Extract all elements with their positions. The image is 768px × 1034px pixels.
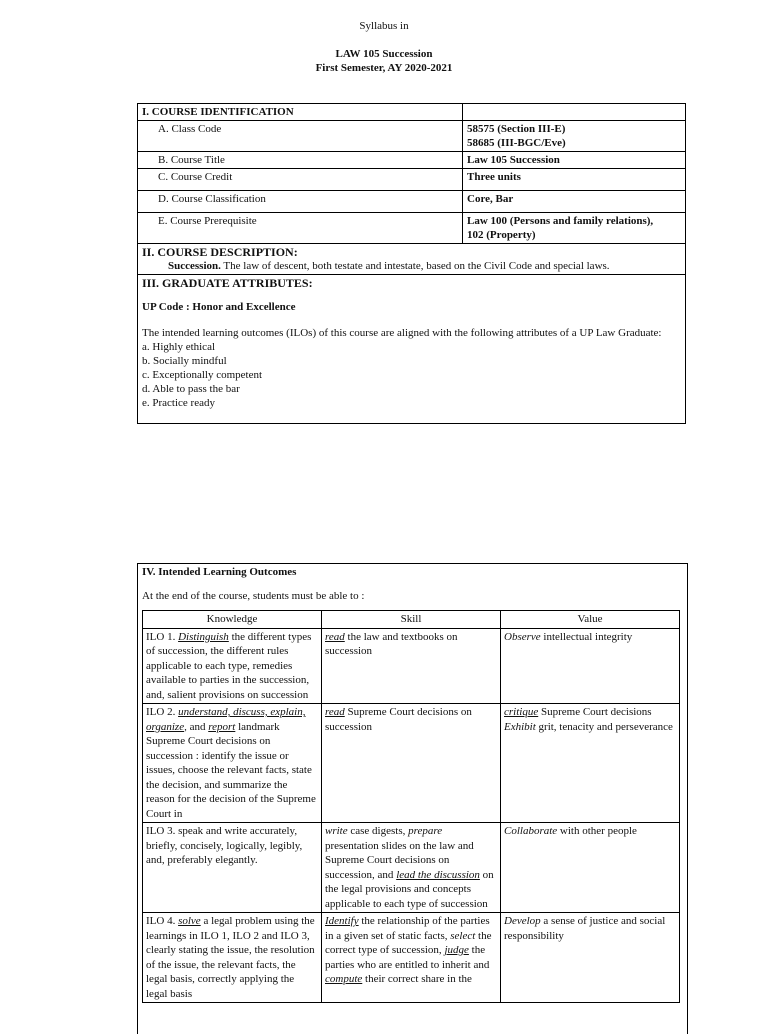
col-knowledge: Knowledge bbox=[143, 611, 322, 629]
ilo1-knowledge: ILO 1. Distinguish the different types of succession, the different rules applicable to each type, remedies available to parties in the succession, and, salient provisions on succession bbox=[143, 628, 322, 704]
attributes-intro: The intended learning outcomes (ILOs) of this course are aligned with the following attributes of a UP Law Graduate: bbox=[142, 327, 662, 339]
course-info-table bbox=[137, 103, 686, 424]
ilo2-skill: read Supreme Court decisions on succession bbox=[322, 704, 501, 823]
row-label: E. Course Prerequisite bbox=[138, 213, 463, 244]
row-label: D. Course Classification bbox=[138, 191, 463, 213]
ilo3-value: Collaborate with other people bbox=[501, 823, 680, 913]
syllabus-label: Syllabus in bbox=[359, 20, 409, 32]
table-row bbox=[143, 704, 680, 823]
ilo4-value: Develop a sense of justice and social responsibility bbox=[501, 913, 680, 1003]
row-value: 58575 (Section III-E) bbox=[467, 123, 566, 135]
section-title-description: II. COURSE DESCRIPTION: bbox=[142, 245, 298, 259]
row-value: Three units bbox=[463, 169, 686, 191]
graduate-attributes bbox=[138, 275, 686, 424]
ilo3-knowledge: ILO 3. speak and write accurately, briefly, concisely, logically, legibly, and, preferably elegantly. bbox=[143, 823, 322, 913]
table-row bbox=[138, 213, 686, 244]
ilo2-value: critique Supreme Court decisions Exhibit grit, tenacity and perseverance bbox=[501, 704, 680, 823]
list-item: a. Highly ethical bbox=[142, 341, 216, 353]
list-item: b. Socially mindful bbox=[142, 355, 227, 367]
ilo-section bbox=[137, 563, 688, 1034]
ilo-intro: At the end of the course, students must be able to : bbox=[142, 590, 365, 602]
row-value: Law 105 Succession bbox=[463, 152, 686, 169]
ilo-table bbox=[142, 610, 680, 1003]
row-label: C. Course Credit bbox=[138, 169, 463, 191]
row-label: B. Course Title bbox=[138, 152, 463, 169]
course-description bbox=[138, 244, 686, 275]
description-term: Succession. bbox=[168, 260, 221, 272]
col-skill: Skill bbox=[322, 611, 501, 629]
table-row bbox=[138, 121, 686, 152]
up-code: UP Code : Honor and Excellence bbox=[142, 301, 296, 313]
list-item: d. Able to pass the bar bbox=[142, 383, 240, 395]
col-value: Value bbox=[501, 611, 680, 629]
list-item: e. Practice ready bbox=[142, 397, 215, 409]
table-row bbox=[138, 191, 686, 213]
course-header bbox=[0, 47, 768, 75]
table-row bbox=[138, 169, 686, 191]
ilo2-knowledge: ILO 2. understand, discuss, explain, organize, and report landmark Supreme Court decisions on succession : identify the issue or issues, choose the relevant facts, state the decision, and summarize the reason for the decision of the Supreme Court in bbox=[143, 704, 322, 823]
ilo4-skill: Identify the relationship of the parties in a given set of static facts, select the correct type of succession, judge the parties who are entitled to inherit and compute their correct share in the bbox=[322, 913, 501, 1003]
section-title-ilo: IV. Intended Learning Outcomes bbox=[142, 566, 297, 578]
course-name: LAW 105 Succession bbox=[335, 48, 433, 60]
ilo4-knowledge: ILO 4. solve a legal problem using the learnings in ILO 1, ILO 2 and ILO 3, clearly stating the issue, the resolution of the issue, the relevant facts, the legal basis, correctly applying the legal basis bbox=[143, 913, 322, 1003]
attributes-list bbox=[142, 340, 681, 410]
list-item: c. Exceptionally competent bbox=[142, 369, 263, 381]
section-title-identification: I. COURSE IDENTIFICATION bbox=[138, 104, 463, 121]
description-text: The law of descent, both testate and intestate, based on the Civil Code and special laws. bbox=[220, 260, 610, 272]
table-row bbox=[143, 913, 680, 1003]
table-row bbox=[138, 152, 686, 169]
semester: First Semester, AY 2020-2021 bbox=[315, 62, 453, 74]
ilo3-skill: write case digests, prepare presentation slides on the law and Supreme Court decisions on succession, and lead the discussion on the legal provisions and concepts applicable to each type of succession bbox=[322, 823, 501, 913]
row-value: Core, Bar bbox=[463, 191, 686, 213]
section-title-attributes: III. GRADUATE ATTRIBUTES: bbox=[142, 276, 313, 290]
ilo1-skill: read the law and textbooks on succession bbox=[322, 628, 501, 704]
table-row bbox=[143, 628, 680, 704]
row-label: A. Class Code bbox=[138, 121, 463, 152]
row-value-2: 58685 (III-BGC/Eve) bbox=[467, 137, 566, 149]
ilo1-value: Observe intellectual integrity bbox=[501, 628, 680, 704]
row-value: Law 100 (Persons and family relations), bbox=[467, 215, 654, 227]
table-row bbox=[143, 823, 680, 913]
row-value-2: 102 (Property) bbox=[467, 229, 536, 241]
